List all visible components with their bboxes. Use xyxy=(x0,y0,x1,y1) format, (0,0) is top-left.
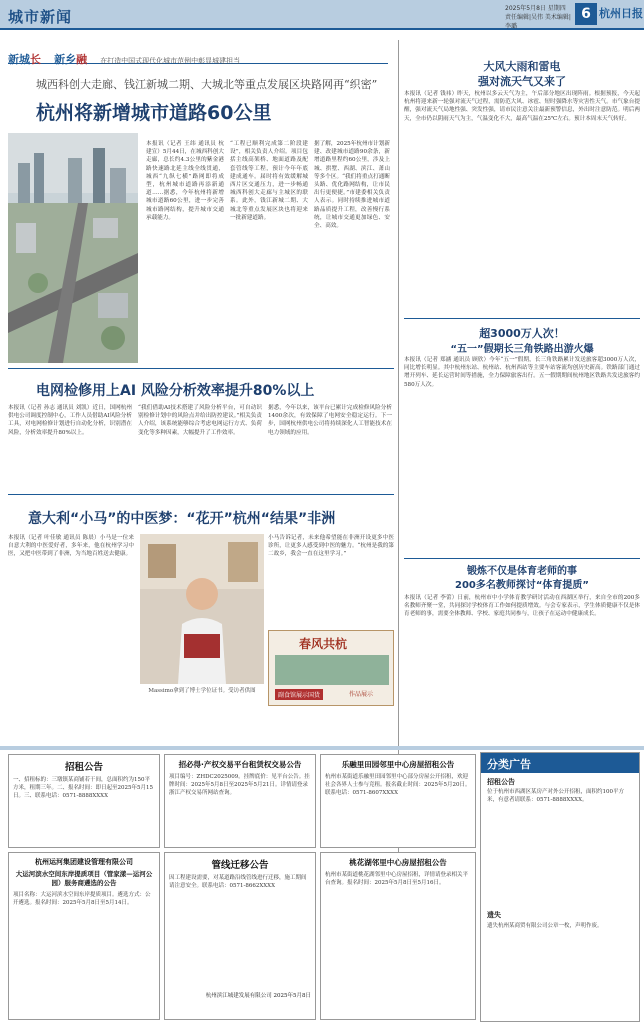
ad-chanquan-title: 招必得·产权交易平台租赁权交易公告 xyxy=(178,760,302,769)
banner-tag-xinchengzhang: 新城长 xyxy=(8,53,41,66)
ad-guanxian-body: 因工程建设需要，对某道路沿线管线进行迁移，施工期间请注意安全。联系电话：0571-8662XXXX xyxy=(169,875,307,889)
ad-strip-top xyxy=(0,746,644,750)
brand-ad-title: 春风共杭 xyxy=(299,637,348,651)
lead-column-3: 据了解，2025年杭州市计划新建、改建城市道路90余条，新增道路里程约60公里，涉及上城、拱墅、西湖、滨江、萧山等多个区。“我们将重点打通断头路、优化路网结构，让市民出行更便捷。”市建委相关负责人表示。同时持续推进城市道路品质提升工程，改善慢行系统，让城市交通更加绿色、安全、高效。 xyxy=(314,141,390,230)
classified-header: 分类广告 xyxy=(481,753,639,773)
lead-column-2: “工程已顺利完成第二阶段建设”，相关负责人介绍。项目包括主线高架桥、地面道路及配套管线等工程，预计今年年底建成通车。届时将有效缓解城西片区交通压力，进一步畅通城西科创大走廊与主城区的联系。此外，钱江新城二期、大城北等重点发展区块也将迎来一批新建道路。 xyxy=(230,141,308,221)
column-banner xyxy=(8,48,388,64)
ad-lerongli-body: 杭州市某街道乐融里田园邻里中心部分房屋公开招租，欢迎社会各界人士参与竞租。报名截止时间：2025年5月20日。联系电话：0571-8607XXXX xyxy=(325,774,471,796)
weather-headline-1: 大风大雨和雷电 xyxy=(483,60,561,73)
ad-lerongli-title: 乐融里田园邻里中心房屋招租公告 xyxy=(341,760,455,769)
ad-lerongli xyxy=(320,754,476,848)
lead-column-1: 本报讯（记者 王纬 通讯员 杭建宣）5月44日，在城西科创大走廊，总长约4.3公里的紫金港路快速路北延主线全线贯通，城西“九纵七横”路网即将成型，杭州城市道路再添新通道……据悉，今年杭州将新增城市道路60公里，进一步完善城市路网结构，提升城市交通承载能力。 xyxy=(146,141,224,221)
power-column-2: “我们借助AI技术搭建了风险分析平台，可自动识别检修计划中的风险点并给出防控建议。”相关负责人介绍，该系统能够综合考虑电网运行方式、负荷变化等多种因素，大幅提升了工作效率。 xyxy=(138,405,262,436)
tcm-column-3: 小马告诉记者，未来他希望能在非洲开设更多中医诊所，让更多人感受到中医的魅力。“杭州是我的第二故乡，我会一直在这里学习。” xyxy=(268,535,394,558)
ad-yunhe xyxy=(8,852,160,1020)
ad-guanxian-title: 管线迁移公告 xyxy=(211,860,269,871)
ad-zhaozu-body: 一、招租标的：三墩镇某商铺若干间，总面积约为150平方米，租期三年。二、报名时间：即日起至2025年5月15日。三、联系电话：0571-8888XXXX xyxy=(13,777,153,799)
weather-body: 本报讯（记者 钱祎）昨天，杭州以多云天气为主，午后部分地区出现阵雨。根据预报，今天起杭州将迎来新一轮强对流天气过程，需防范大风、冰雹、短时强降水等灾害性天气。市气象台提醒，强对流天气局地性强、突发性强，请市民注意关注最新预警信息，外出时注意防范。明后两天，全市仍以阴雨天气为主，气温变化不大，最高气温在25℃左右。预计本周末天气转好。 xyxy=(404,91,640,122)
classified-block-1-body: 位于杭州市西湖区某房产对外公开招租，面积约100平方米，有意者请联系：0571-8888XXXX。 xyxy=(487,789,624,803)
page-number: 6 xyxy=(575,3,597,25)
travel-subheadline: “五一”假期长三角铁路出游火爆 xyxy=(450,344,594,355)
school-headline-1: 锻炼不仅是体育老师的事 xyxy=(467,566,577,577)
section-title: 城市新闻 xyxy=(8,8,73,26)
ad-yunhe-body: 项目名称：大运河滨水空间东岸提质项目。遴选方式：公开遴选。报名时间：2025年5月8日至5月14日。 xyxy=(13,892,151,906)
weather-headline-2: 强对流天气又来了 xyxy=(478,75,566,88)
city-aerial-photo xyxy=(8,133,138,363)
brand-ad-image xyxy=(275,655,389,685)
power-column-1: 本报讯（记者 孙志 通讯员 刘凯）近日，国网杭州供电公司调度控制中心，工作人员借助AI风险分析工具，对电网检修计划进行自动化分析，识别潜在风险，分析效率提升80%以上。 xyxy=(8,405,132,436)
brand-ad xyxy=(268,630,394,706)
ad-taohuahu xyxy=(320,852,476,1020)
brand-ad-sub: 副食馆展示国货 xyxy=(275,689,323,700)
header-info xyxy=(505,4,575,31)
divider xyxy=(404,558,640,559)
classified-block-2-body: 遗失杭州某商贸有限公司公章一枚，声明作废。 xyxy=(487,923,603,929)
power-column-3: 据悉，今年以来，该平台已累计完成检修风险分析1400余次，有效保障了电网安全稳定运行。下一步，国网杭州供电公司将持续深化人工智能技术在电力领域的应用。 xyxy=(268,405,392,436)
ad-chanquan xyxy=(164,754,316,848)
classified-block-1: 招租公告 xyxy=(487,777,515,786)
divider xyxy=(404,318,640,319)
classified-ads xyxy=(480,752,640,1022)
classified-block-2: 遗失 xyxy=(487,910,501,919)
school-body: 本报讯（记者 李蕾）日前，杭州市中小学体育教学研讨活动在西湖区举行，来自全市的200多名教师齐聚一堂，共同探讨学校体育工作如何提质增效。与会专家表示，学生体质健康不仅是体育老师的事，需要全体教师、学校、家庭共同参与，让孩子在运动中健康成长。 xyxy=(404,595,640,618)
divider xyxy=(8,494,394,495)
brand-ad-sub2: 作品展示 xyxy=(349,691,374,698)
lead-headline: 杭州将新增城市道路60公里 xyxy=(36,102,272,124)
ad-yunhe-sub: 大运河滨水空间东岸提质项目（管家漾—运河公园）服务商遴选的公告 xyxy=(15,870,153,887)
ad-zhaozu xyxy=(8,754,160,848)
banner-tag-xinxiangrong: 新乡融 xyxy=(54,53,88,66)
school-headline-2: 200多名教师探讨“体育提质” xyxy=(454,580,590,591)
lead-kicker: 城西科创大走廊、钱江新城二期、大城北等重点发展区块路网再“织密” xyxy=(36,78,378,91)
divider xyxy=(8,368,394,369)
header-editor: 责任编辑|吴伟 美术编辑|李璐 xyxy=(505,14,571,30)
travel-body: 本报讯（记者 郑涵 通讯员 顾欣）今年“五一”假期，长三角铁路累计发送旅客超3000万人次，同比增长明显。其中杭州东站、杭州站、杭州西站等主要车站客流均创历史新高。铁路部门通过增开列车、延长运营时间等措施，全力保障旅客出行。五一假期期间杭州地区铁路共发送旅客约580万人次。 xyxy=(404,357,640,388)
ad-guanxian-sign: 杭州滨江城建发展有限公司 2025年5月8日 xyxy=(205,993,311,999)
ad-zhaozu-title: 招租公告 xyxy=(64,762,103,773)
page-header xyxy=(0,0,644,30)
travel-headline: 超3000万人次！ xyxy=(479,327,565,340)
ad-guanxian xyxy=(164,852,316,1020)
photo-caption: Massimo拿到了博士学位证书。受访者供图 xyxy=(148,688,256,694)
power-headline: 电网检修用上AI 风险分析效率提升80%以上 xyxy=(36,383,315,399)
ad-taohuahu-title: 桃花湖邻里中心房屋招租公告 xyxy=(349,858,447,867)
header-date: 2025年5月8日 星期四 xyxy=(505,5,566,12)
ad-yunhe-title: 杭州运河集团建设管理有限公司 xyxy=(35,858,133,866)
massimo-photo xyxy=(140,534,264,684)
banner-tagline: 在打造中国式现代化城市范例中彰显城建担当 xyxy=(100,57,241,65)
ad-chanquan-body: 项目编号：ZHDC2025009。挂牌底价：见平台公告。挂牌时间：2025年5月8日至2025年5月21日。详情请登录浙江产权交易所网站查询。 xyxy=(169,774,310,796)
masthead-logo: 杭州日报 xyxy=(599,7,643,20)
tcm-headline: 意大利“小马”的中医梦：“花开”杭州“结果”非洲 xyxy=(28,511,336,527)
ad-taohuahu-body: 杭州市某街道桃花湖邻里中心房屋招租，详情请登录相关平台查询。报名时间：2025年5月8日至5月16日。 xyxy=(325,872,469,886)
tcm-column-1: 本报讯（记者 叶佳敏 通讯员 陈晨）小马是一位来自意大利的中医爱好者，多年来，他在杭州学习中医，又把中医带到了非洲，为当地百姓送去健康。 xyxy=(8,535,134,558)
